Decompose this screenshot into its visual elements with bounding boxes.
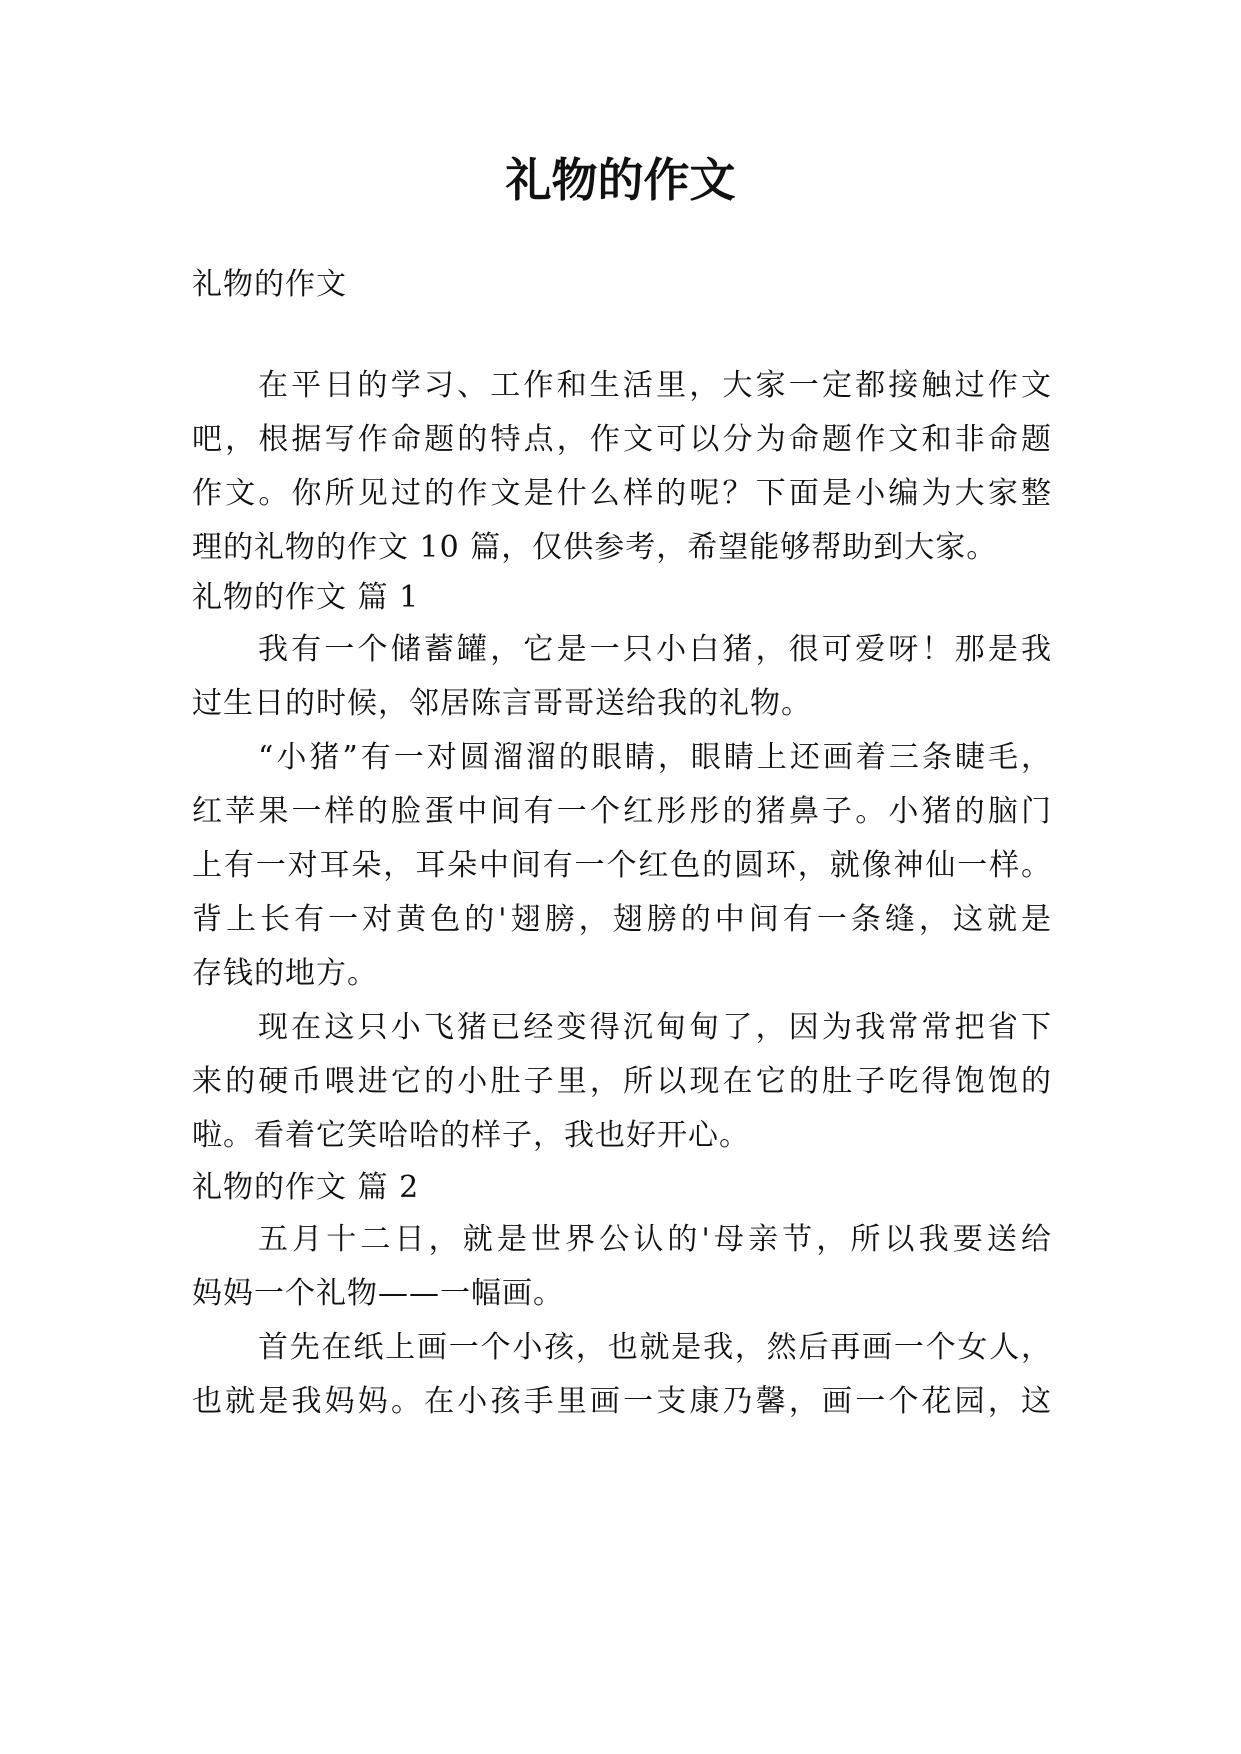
section-heading: 礼物的作文 篇 1 bbox=[192, 580, 420, 615]
paragraph-line: 来的硬币喂进它的小肚子里，所以现在它的肚子吃得饱饱的 bbox=[192, 1064, 1052, 1099]
paragraph-line: 也就是我妈妈。在小孩手里画一支康乃馨，画一个花园，这 bbox=[192, 1384, 1052, 1419]
paragraph-line: 五月十二日，就是世界公认的'母亲节，所以我要送给 bbox=[258, 1222, 1052, 1257]
paragraph-line: “小猪”有一对圆溜溜的眼睛，眼睛上还画着三条睫毛， bbox=[258, 740, 1052, 775]
intro-line: 理的礼物的作文 10 篇，仅供参考，希望能够帮助到大家。 bbox=[192, 530, 998, 565]
document-title: 礼物的作文 bbox=[505, 153, 736, 207]
intro-line: 作文。你所见过的作文是什么样的呢？下面是小编为大家整 bbox=[192, 476, 1052, 511]
paragraph-line: 红苹果一样的脸蛋中间有一个红彤彤的猪鼻子。小猪的脑门 bbox=[192, 794, 1052, 829]
paragraph-line: 存钱的地方。 bbox=[192, 956, 378, 991]
intro-line: 吧，根据写作命题的特点，作文可以分为命题作文和非命题 bbox=[192, 422, 1052, 457]
paragraph-line: 上有一对耳朵，耳朵中间有一个红色的圆环，就像神仙一样。 bbox=[192, 848, 1052, 883]
intro-line: 在平日的学习、工作和生活里，大家一定都接触过作文 bbox=[258, 368, 1052, 403]
paragraph-line: 啦。看着它笑哈哈的样子，我也好开心。 bbox=[192, 1118, 750, 1153]
paragraph-line: 背上长有一对黄色的'翅膀，翅膀的中间有一条缝，这就是 bbox=[192, 902, 1052, 937]
paragraph-line: 我有一个储蓄罐，它是一只小白猪，很可爱呀！那是我 bbox=[258, 632, 1052, 667]
paragraph-line: 过生日的时候，邻居陈言哥哥送给我的礼物。 bbox=[192, 686, 812, 721]
document-subtitle: 礼物的作文 bbox=[192, 267, 347, 302]
paragraph-line: 妈妈一个礼物——一幅画。 bbox=[192, 1276, 564, 1311]
paragraph-line: 首先在纸上画一个小孩，也就是我，然后再画一个女人， bbox=[258, 1330, 1052, 1365]
paragraph-line: 现在这只小飞猪已经变得沉甸甸了，因为我常常把省下 bbox=[258, 1010, 1052, 1045]
section-heading: 礼物的作文 篇 2 bbox=[192, 1170, 420, 1205]
